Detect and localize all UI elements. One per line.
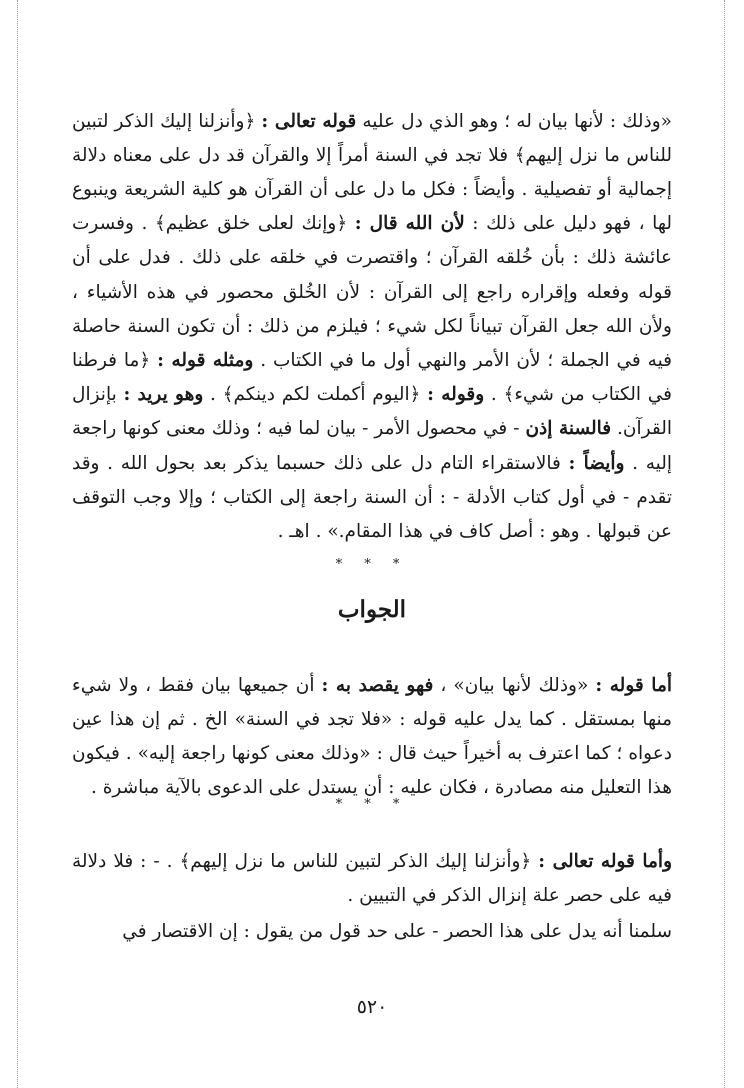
answer-paragraph xyxy=(72,915,672,949)
text-run: أن جميعها بيان فقط ، ولا شيء منها بمستقل . كما يدل عليه قوله : «فلا تجد في السنة» الخ . ثم إن هذا عين دعواه ؛ كما اعترف به أخيراً حيث قال : «وذلك معنى كونها راجعة إليه» . فيكون هذا التعليل منه مصادرة ، فكان عليه : أن يستدل على الدعوى بالآية مباشرة . xyxy=(72,674,672,799)
section-separator: * * * xyxy=(335,557,409,572)
bold-lead: وهو يريد : xyxy=(123,384,204,406)
text-run: بإنزال القرآن. xyxy=(72,384,672,440)
section-heading: الجواب xyxy=(337,596,407,623)
left-margin-rule xyxy=(17,0,18,1088)
text-run: سلمنا أنه يدل على هذا الحصر - على حد قول من يقول : إن الاقتصار في xyxy=(122,920,672,942)
bold-lead: وأما قوله تعالى : xyxy=(538,850,673,872)
quoted-passage xyxy=(72,105,672,550)
bold-lead: لأن الله قال : xyxy=(354,213,465,235)
bold-lead: أما قوله : xyxy=(595,674,672,696)
answer-paragraph xyxy=(72,669,672,806)
bold-lead: وقوله : xyxy=(427,384,485,406)
text-run: ﴿ما فرطنا في الكتاب من شيء﴾ . xyxy=(72,349,672,406)
text-run: ﴿وأنزلنا إليك الذكر لتبين للناس ما نزل إليهم﴾ . - : فلا دلالة فيه على حصر علة إنزال الذكر في التبيين . xyxy=(72,850,672,906)
bold-lead: ومثله قوله : xyxy=(157,349,254,371)
answer-paragraph xyxy=(72,845,672,913)
text-run: فالاستقراء التام دل على ذلك حسبما يذكر بعد بحول الله . وقد تقدم - في أول كتاب الأدلة - : أن السنة راجعة إلى الكتاب ؛ وإلا وجب التوقف عن قبولها . وهو : أصل كاف في هذا المقام.» . اهـ . xyxy=(72,452,672,542)
text-run: - في محصول الأمر - بيان لما فيه ؛ وذلك معنى كونها راجعة إليه . xyxy=(72,418,672,474)
text-run: «وذلك : لأنها بيان له ؛ وهو الذي دل عليه xyxy=(356,110,672,132)
bold-lead: قوله تعالى : xyxy=(261,110,357,132)
page-number: ٥٢٠ xyxy=(356,996,388,1018)
text-run: ﴿اليوم أكملت لكم دينكم﴾ . xyxy=(203,384,428,406)
bold-lead: فهو يقصد به : xyxy=(321,674,434,696)
text-run: ﴿وإنك لعلى خلق عظيم﴾ . وفسرت عائشة ذلك : بأن خُلقه القرآن ؛ واقتصرت في خلقه على ذلك . فدل على أن قوله وفعله وإقراره راجع إلى القرآن : لأن الخُلق محصور في هذه الأشياء ، ولأن الله جعل القرآن تبياناً لكل شيء ؛ فيلزم من ذلك : أن تكون السنة حاصلة فيه في الجملة ؛ لأن الأمر والنهي أول ما في الكتاب . xyxy=(72,213,673,371)
text-run: «وذلك لأنها بيان» ، xyxy=(433,674,596,696)
right-margin-rule xyxy=(724,0,725,1088)
bold-lead: وأيضاً : xyxy=(568,452,625,474)
text-run: ﴿وأنزلنا إليك الذكر لتبين للناس ما نزل إليهم﴾ فلا تجد في السنة أمراً إلا والقرآن قد دل على معناه دلالة إجمالية أو تفصيلية . وأيضاً : فكل ما دل على أن القرآن هو كلية الشريعة وينبوع لها ، فهو دليل على ذلك : xyxy=(72,110,672,235)
bold-lead: فالسنة إذن xyxy=(525,418,612,440)
section-separator: * * * xyxy=(335,797,409,812)
book-page xyxy=(50,0,694,1088)
